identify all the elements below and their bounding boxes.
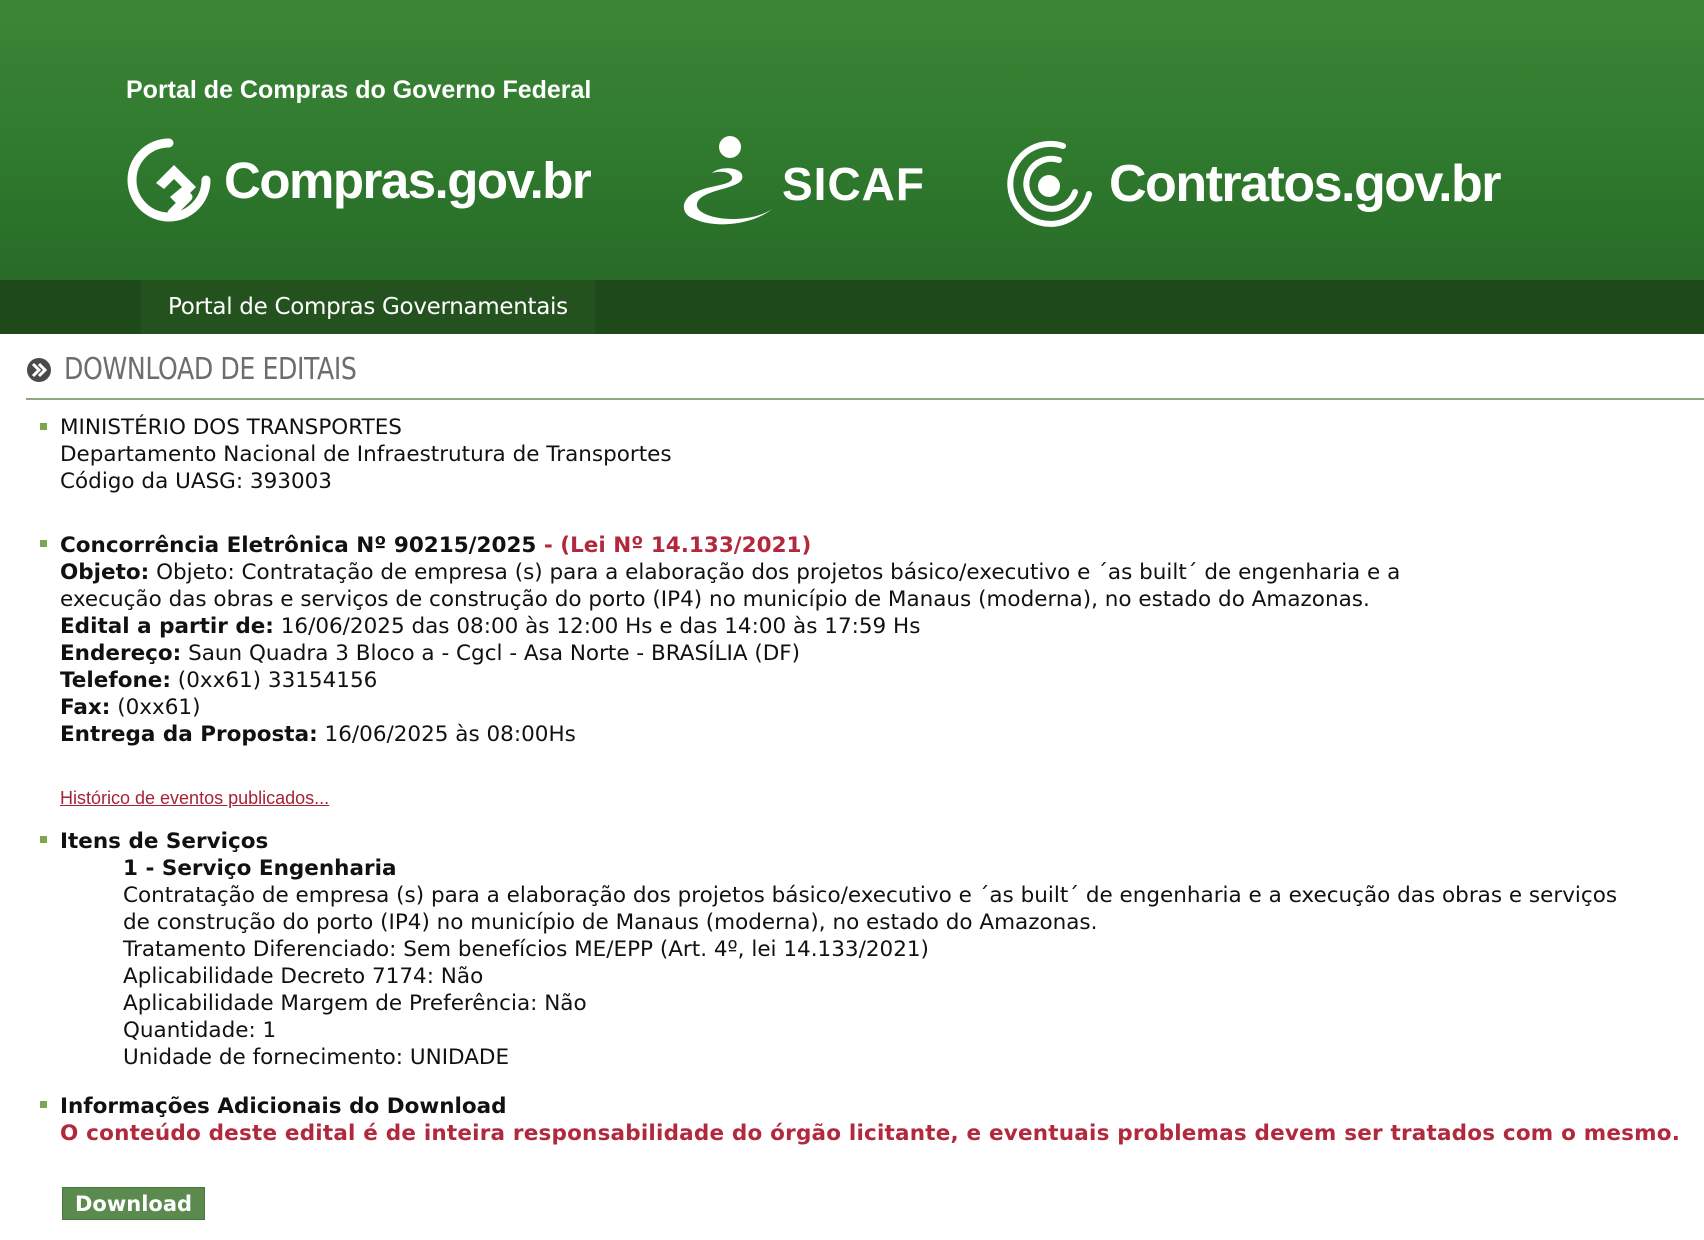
header-banner: [0, 0, 1704, 280]
fax-label: Fax:: [60, 695, 111, 720]
sicaf-logo-text: SICAF: [782, 158, 925, 210]
bullet-icon: [40, 423, 47, 430]
telefone-value: (0xx61) 33154156: [170, 668, 378, 693]
endereco-label: Endereço:: [60, 641, 182, 666]
item-unidade: Unidade de fornecimento: UNIDADE: [123, 1045, 510, 1070]
contratos-gov-logo[interactable]: [1003, 136, 1500, 232]
info-title: Informações Adicionais do Download: [60, 1094, 507, 1119]
itens-block: [60, 828, 1617, 1071]
departamento-name: Departamento Nacional de Infraestrutura de Transportes: [60, 442, 672, 467]
objeto-label: Objeto:: [60, 560, 150, 585]
section-divider: [26, 398, 1704, 400]
fax-value: (0xx61): [110, 695, 201, 720]
historico-row: [60, 784, 329, 812]
contratos-logo-icon: [1003, 136, 1093, 232]
item-title: 1 - Serviço Engenharia: [123, 856, 397, 881]
licitacao-title: Concorrência Eletrônica Nº 90215/2025: [60, 533, 537, 558]
licitacao-lei: - (Lei Nº 14.133/2021): [536, 533, 812, 558]
info-block: [60, 1093, 1680, 1147]
section-title: DOWNLOAD DE EDITAIS: [64, 352, 357, 387]
uasg-code: Código da UASG: 393003: [60, 469, 332, 494]
item-decreto: Aplicabilidade Decreto 7174: Não: [123, 964, 484, 989]
orgao-block: [60, 414, 672, 495]
compras-logo-text: Compras.gov.br: [224, 151, 591, 209]
historico-link[interactable]: Histórico de eventos publicados...: [60, 788, 330, 808]
compras-gov-logo[interactable]: [126, 137, 590, 223]
compras-logo-icon: [126, 137, 212, 223]
objeto-value: Objeto: Contratação de empresa (s) para a elaboração dos projetos básico/executivo e ´as built´ de engenharia e a: [149, 560, 1401, 585]
entrega-value: 16/06/2025 às 08:00Hs: [317, 722, 576, 747]
bullet-icon: [40, 836, 47, 843]
entrega-label: Entrega da Proposta:: [60, 722, 318, 747]
bullet-icon: [40, 540, 47, 547]
item-margem: Aplicabilidade Margem de Preferência: Não: [123, 991, 587, 1016]
section-heading: [26, 352, 412, 387]
item-description-cont: de construção do porto (IP4) no município de Manaus (moderna), no estado do Amazonas.: [123, 910, 1098, 935]
endereco-value: Saun Quadra 3 Bloco a - Cgcl - Asa Norte - BRASÍLIA (DF): [181, 641, 801, 666]
sicaf-logo-icon: [676, 135, 780, 233]
sicaf-logo[interactable]: [676, 135, 925, 233]
download-button[interactable]: Download: [62, 1187, 205, 1220]
nav-item-portal-compras[interactable]: Portal de Compras Governamentais: [141, 280, 595, 334]
nav-bar: [0, 280, 1704, 334]
info-notice: O conteúdo deste edital é de inteira responsabilidade do órgão licitante, e eventuais problemas devem ser tratados com o mesmo.: [60, 1121, 1681, 1146]
contratos-logo-text: Contratos.gov.br: [1109, 155, 1501, 213]
itens-title: Itens de Serviços: [60, 829, 269, 854]
ministerio-name: MINISTÉRIO DOS TRANSPORTES: [60, 415, 402, 440]
item-quantidade: Quantidade: 1: [123, 1018, 277, 1043]
portal-title: Portal de Compras do Governo Federal: [126, 76, 592, 104]
telefone-label: Telefone:: [60, 668, 171, 693]
objeto-value-cont: execução das obras e serviços de construção do porto (IP4) no município de Manaus (moderna), no estado do Amazonas.: [60, 587, 1370, 612]
double-chevron-right-icon: [26, 357, 52, 383]
edital-value: 16/06/2025 das 08:00 às 12:00 Hs e das 14:00 às 17:59 Hs: [273, 614, 921, 639]
edital-label: Edital a partir de:: [60, 614, 274, 639]
bullet-icon: [40, 1101, 47, 1108]
item-tratamento: Tratamento Diferenciado: Sem benefícios ME/EPP (Art. 4º, lei 14.133/2021): [123, 937, 929, 962]
licitacao-block: [60, 532, 1400, 748]
item-description: Contratação de empresa (s) para a elaboração dos projetos básico/executivo e ´as built´ de engenharia e a execução das obras e serviços: [123, 883, 1618, 908]
